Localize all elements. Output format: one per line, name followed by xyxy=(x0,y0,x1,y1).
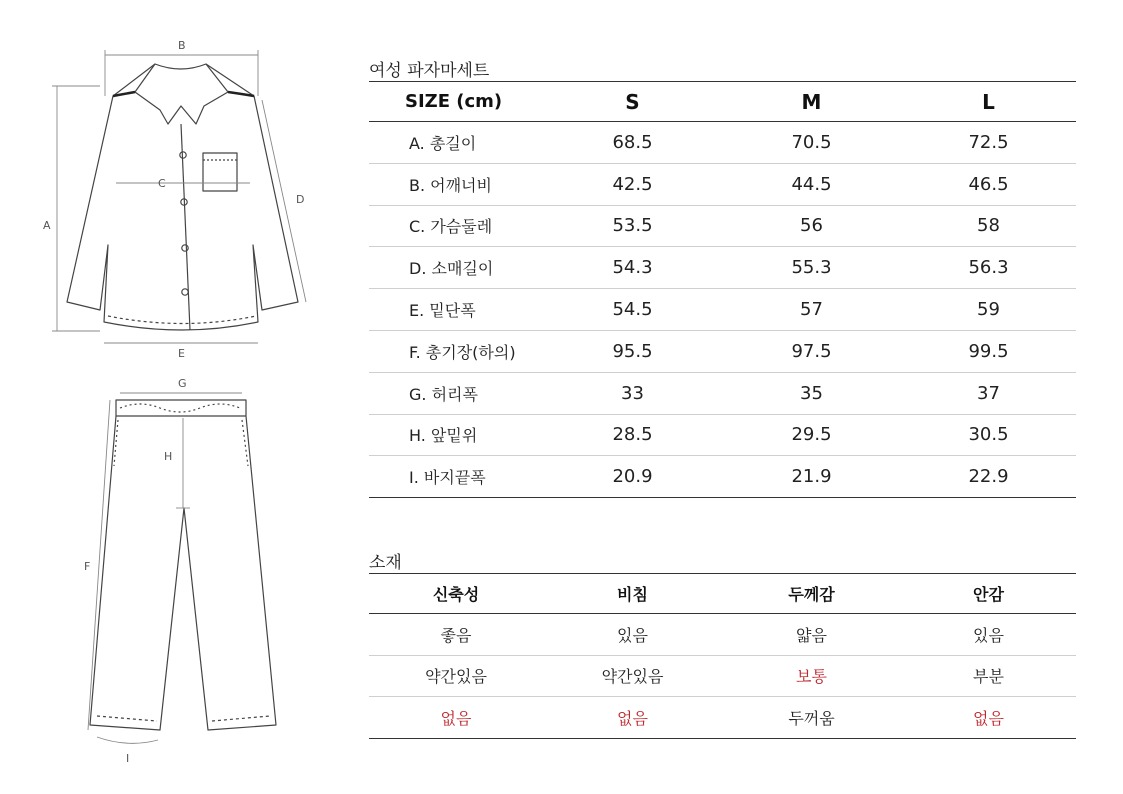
table-row xyxy=(369,697,1076,739)
table-row xyxy=(369,289,1076,331)
cell-s: 33 xyxy=(543,372,722,414)
material-header-sheerness: 비침 xyxy=(543,574,722,614)
size-header-s: S xyxy=(543,82,722,122)
cell-m: 29.5 xyxy=(722,414,901,456)
cell-m: 55.3 xyxy=(722,247,901,289)
cell-m: 44.5 xyxy=(722,163,901,205)
material-cell: 좋음 xyxy=(369,614,543,656)
material-cell: 두꺼움 xyxy=(722,697,901,739)
cell-l: 99.5 xyxy=(901,330,1076,372)
cell-m: 21.9 xyxy=(722,456,901,498)
row-label: H. 앞밑위 xyxy=(369,414,543,456)
cell-s: 68.5 xyxy=(543,122,722,164)
size-table xyxy=(369,81,1076,498)
table-row xyxy=(369,330,1076,372)
cell-l: 37 xyxy=(901,372,1076,414)
cell-m: 57 xyxy=(722,289,901,331)
pajama-top-drawing xyxy=(67,64,298,330)
dim-label-f: F xyxy=(84,560,91,573)
row-label: C. 가슴둘레 xyxy=(369,205,543,247)
material-cell: 약간있음 xyxy=(543,655,722,697)
table-row xyxy=(369,205,1076,247)
row-label: B. 어깨너비 xyxy=(369,163,543,205)
table-row xyxy=(369,247,1076,289)
material-cell: 얇음 xyxy=(722,614,901,656)
cell-s: 95.5 xyxy=(543,330,722,372)
cell-s: 20.9 xyxy=(543,456,722,498)
cell-m: 56 xyxy=(722,205,901,247)
size-header-m: M xyxy=(722,82,901,122)
table-row xyxy=(369,456,1076,498)
dim-label-i: I xyxy=(126,752,130,765)
material-table-header-row xyxy=(369,574,1076,614)
cell-m: 70.5 xyxy=(722,122,901,164)
size-header-l: L xyxy=(901,82,1076,122)
cell-l: 22.9 xyxy=(901,456,1076,498)
material-cell-highlighted: 없음 xyxy=(543,697,722,739)
garment-size-diagram xyxy=(0,0,360,794)
material-header-thickness: 두께감 xyxy=(722,574,901,614)
cell-l: 46.5 xyxy=(901,163,1076,205)
table-row xyxy=(369,614,1076,656)
row-label: A. 총길이 xyxy=(369,122,543,164)
cell-s: 42.5 xyxy=(543,163,722,205)
row-label: D. 소매길이 xyxy=(369,247,543,289)
cell-l: 59 xyxy=(901,289,1076,331)
dim-label-c: C xyxy=(158,177,166,190)
table-row xyxy=(369,163,1076,205)
cell-s: 28.5 xyxy=(543,414,722,456)
dim-label-b: B xyxy=(178,39,186,52)
material-cell: 부분 xyxy=(901,655,1076,697)
size-header-label: SIZE (cm) xyxy=(369,82,543,122)
material-cell: 있음 xyxy=(543,614,722,656)
table-row xyxy=(369,655,1076,697)
material-cell-highlighted: 보통 xyxy=(722,655,901,697)
dim-label-a: A xyxy=(43,219,51,232)
cell-s: 54.3 xyxy=(543,247,722,289)
size-table-header-row xyxy=(369,82,1076,122)
cell-s: 54.5 xyxy=(543,289,722,331)
material-header-stretch: 신축성 xyxy=(369,574,543,614)
dim-label-d: D xyxy=(296,193,305,206)
table-row xyxy=(369,414,1076,456)
material-cell: 약간있음 xyxy=(369,655,543,697)
table-row xyxy=(369,122,1076,164)
table-row xyxy=(369,372,1076,414)
cell-m: 35 xyxy=(722,372,901,414)
cell-l: 58 xyxy=(901,205,1076,247)
cell-m: 97.5 xyxy=(722,330,901,372)
material-table xyxy=(369,573,1076,739)
cell-l: 30.5 xyxy=(901,414,1076,456)
cell-l: 72.5 xyxy=(901,122,1076,164)
material-header-lining: 안감 xyxy=(901,574,1076,614)
cell-s: 53.5 xyxy=(543,205,722,247)
material-cell-highlighted: 없음 xyxy=(369,697,543,739)
row-label: I. 바지끝폭 xyxy=(369,456,543,498)
material-cell-highlighted: 없음 xyxy=(901,697,1076,739)
size-section-title: 여성 파자마세트 xyxy=(369,61,490,81)
dim-label-g: G xyxy=(178,377,187,390)
row-label: G. 허리폭 xyxy=(369,372,543,414)
row-label: F. 총기장(하의) xyxy=(369,330,543,372)
material-cell: 있음 xyxy=(901,614,1076,656)
row-label: E. 밑단폭 xyxy=(369,289,543,331)
material-section-title: 소재 xyxy=(369,553,402,573)
cell-l: 56.3 xyxy=(901,247,1076,289)
dim-label-e: E xyxy=(178,347,185,360)
dim-label-h: H xyxy=(164,450,173,463)
